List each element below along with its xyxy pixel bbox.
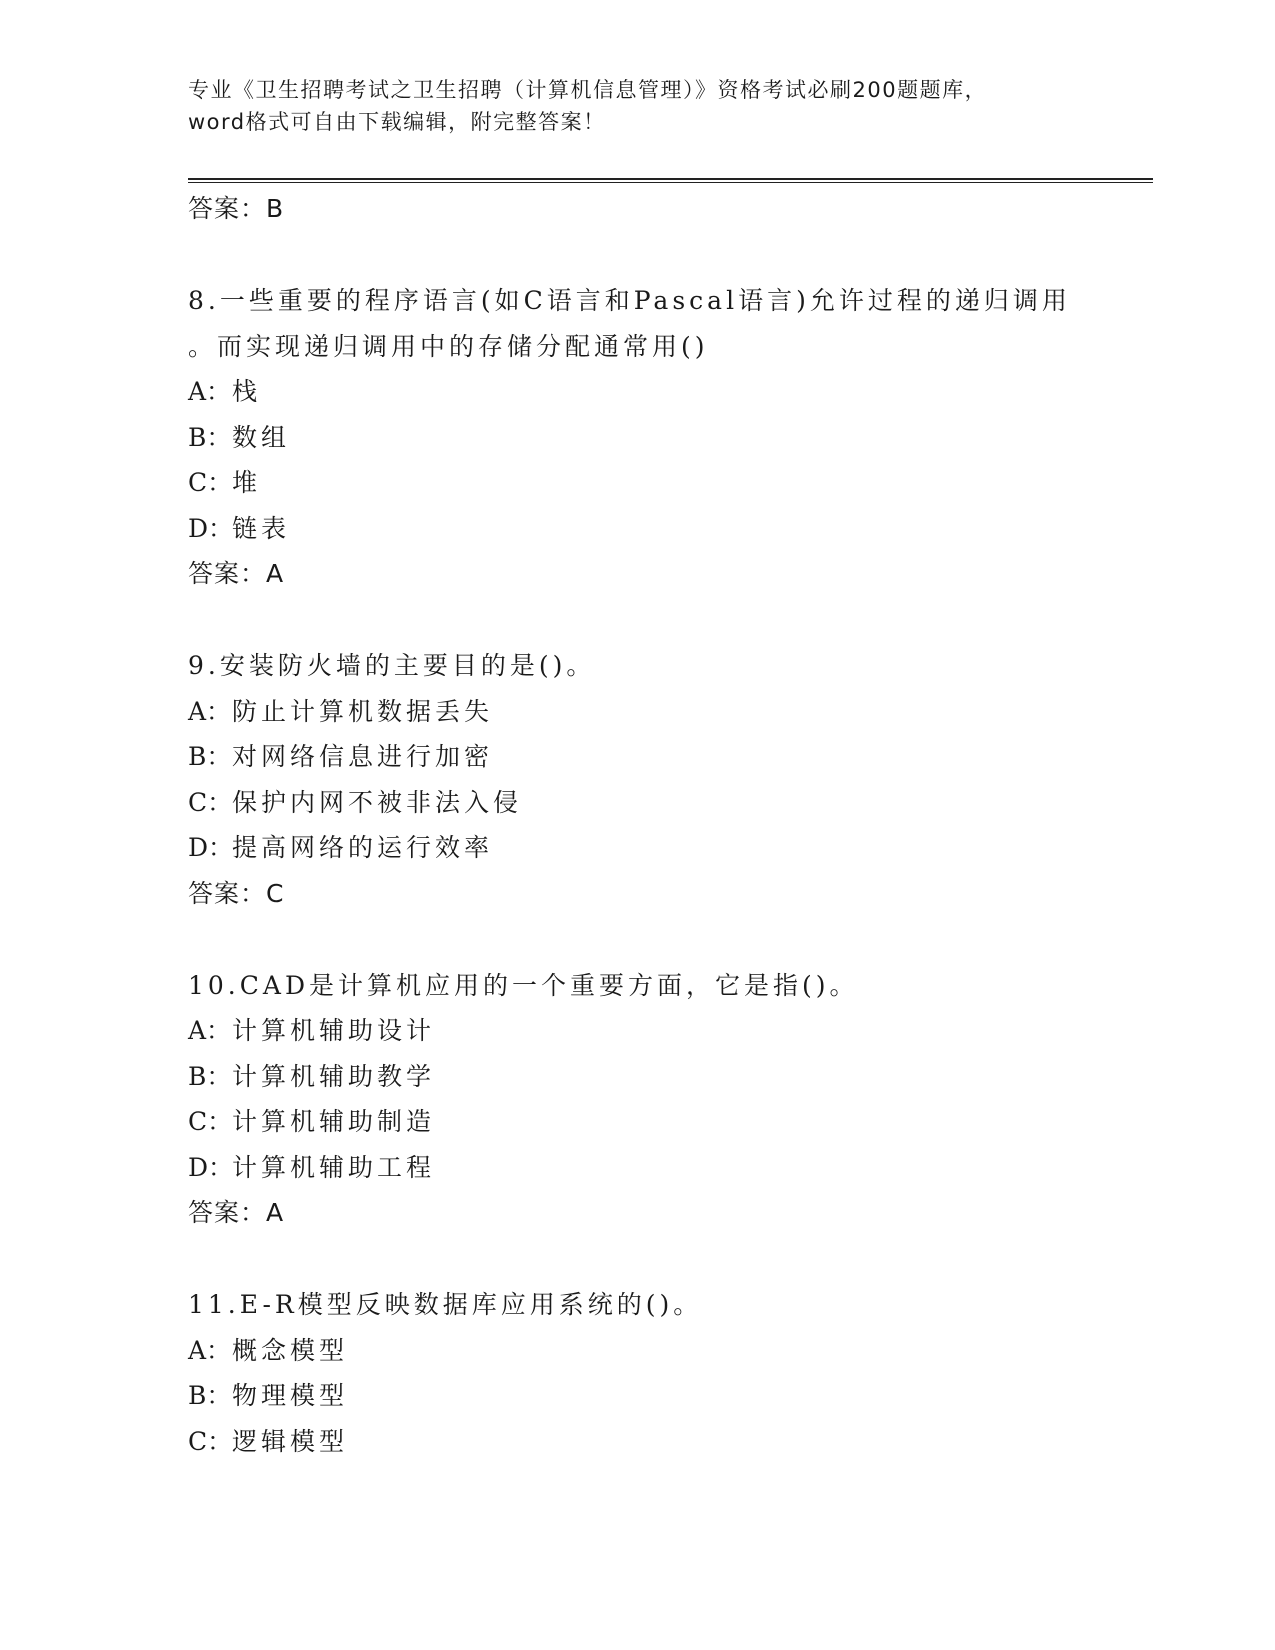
option-b xyxy=(188,1373,1148,1419)
option-key: A： xyxy=(188,696,232,726)
option-b xyxy=(188,415,1148,461)
question-block xyxy=(188,1282,1148,1464)
page-header xyxy=(188,74,1088,138)
option-text: 计算机辅助教学 xyxy=(232,1061,436,1091)
header-line-2: word格式可自由下载编辑，附完整答案！ xyxy=(188,110,606,134)
option-text: 堆 xyxy=(232,468,262,497)
option-key: D： xyxy=(188,513,234,543)
option-key: C： xyxy=(188,1107,233,1136)
option-b xyxy=(188,1054,1148,1100)
answer-value: B xyxy=(266,194,285,223)
answer-line xyxy=(188,1190,1148,1236)
option-d xyxy=(188,825,1148,871)
question-text: 10.CAD是计算机应用的一个重要方面，它是指()。 xyxy=(188,970,859,1000)
option-c xyxy=(188,1419,1148,1465)
option-key: C： xyxy=(188,1426,233,1456)
answer-prefix: 答案： xyxy=(188,194,267,223)
option-key: D： xyxy=(188,1152,234,1182)
answer-prefix: 答案： xyxy=(188,559,267,588)
option-c xyxy=(188,460,1148,506)
option-a xyxy=(188,1328,1148,1374)
question-block xyxy=(188,963,1148,1237)
option-text: 保护内网不被非法入侵 xyxy=(232,787,523,817)
option-key: B： xyxy=(188,422,232,452)
option-key: A： xyxy=(188,377,232,406)
option-text: 计算机辅助工程 xyxy=(232,1152,436,1182)
option-c xyxy=(188,1099,1148,1145)
option-key: B： xyxy=(188,742,232,771)
option-key: D： xyxy=(188,833,234,862)
option-text: 逻辑模型 xyxy=(232,1426,349,1456)
option-a xyxy=(188,689,1148,735)
answer-value: C xyxy=(266,878,285,908)
answer-prefix: 答案： xyxy=(188,878,267,908)
question-list xyxy=(188,186,1148,1464)
option-text: 物理模型 xyxy=(232,1381,349,1410)
option-text: 对网络信息进行加密 xyxy=(232,742,494,771)
question-text: 8.一些重要的程序语言(如C语言和Pascal语言)允许过程的递归调用 xyxy=(188,286,1071,315)
option-text: 计算机辅助制造 xyxy=(232,1107,436,1136)
option-key: C： xyxy=(188,787,233,817)
answer-line xyxy=(188,186,1148,232)
option-key: A： xyxy=(188,1335,232,1365)
question-block xyxy=(188,278,1148,597)
answer-line xyxy=(188,871,1148,917)
option-text: 数组 xyxy=(232,422,291,452)
answer-value: A xyxy=(266,559,285,588)
option-key: B： xyxy=(188,1381,232,1410)
option-a xyxy=(188,1008,1148,1054)
option-b xyxy=(188,734,1148,780)
question-text: 11.E-R模型反映数据库应用系统的()。 xyxy=(188,1290,703,1319)
option-text: 防止计算机数据丢失 xyxy=(232,696,494,726)
option-text: 计算机辅助设计 xyxy=(232,1016,436,1045)
answer-prefix: 答案： xyxy=(188,1198,267,1227)
answer-line xyxy=(188,551,1148,597)
option-key: B： xyxy=(188,1061,232,1091)
option-text: 链表 xyxy=(232,513,291,543)
option-key: A： xyxy=(188,1016,232,1045)
option-d xyxy=(188,1145,1148,1191)
option-text: 概念模型 xyxy=(232,1335,349,1365)
header-line-1: 专业《卫生招聘考试之卫生招聘（计算机信息管理）》资格考试必刷200题题库， xyxy=(188,78,988,102)
option-a xyxy=(188,369,1148,415)
question-block xyxy=(188,643,1148,917)
option-key: C： xyxy=(188,468,233,497)
header-divider xyxy=(188,178,1153,183)
option-text: 提高网络的运行效率 xyxy=(232,833,494,862)
option-d xyxy=(188,506,1148,552)
question-text: 9.安装防火墙的主要目的是()。 xyxy=(188,651,596,680)
option-text: 栈 xyxy=(232,377,262,406)
answer-value: A xyxy=(266,1198,285,1227)
option-c xyxy=(188,780,1148,826)
question-text: 。而实现递归调用中的存储分配通常用() xyxy=(188,331,709,361)
